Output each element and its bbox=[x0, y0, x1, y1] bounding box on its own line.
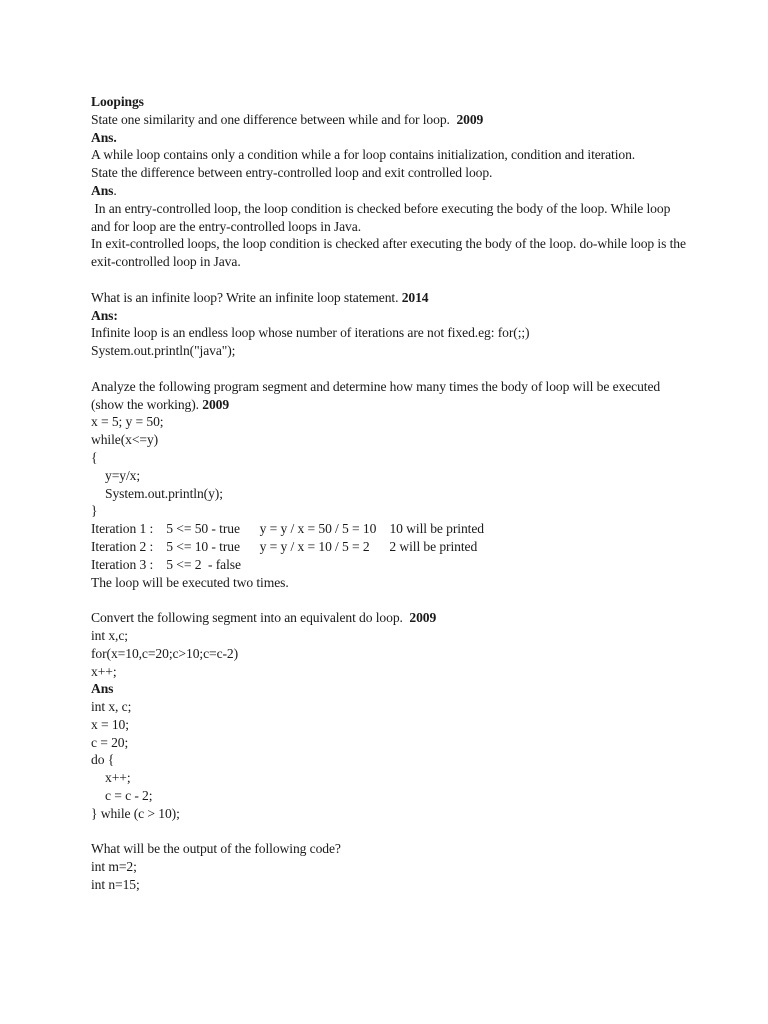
code-line: y=y/x; bbox=[105, 467, 141, 483]
code-line: System.out.println(y); bbox=[105, 485, 223, 501]
answer-code-line: int x, c; bbox=[91, 699, 132, 715]
code-line: { bbox=[91, 449, 98, 465]
question-6-text: What will be the output of the following code? bbox=[91, 841, 341, 857]
section-heading: Loopings bbox=[91, 94, 144, 109]
question-3-text: What is an infinite loop? Write an infinite loop statement. bbox=[91, 289, 402, 305]
code-line: int n=15; bbox=[91, 877, 140, 893]
spacer bbox=[91, 591, 691, 609]
question-4-text: Analyze the following program segment and determine how many times the body of loop will be executed (show the working). bbox=[91, 378, 664, 412]
iteration-line: Iteration 1 : 5 <= 50 - true y = y / x = 50 / 5 = 10 10 will be printed bbox=[91, 521, 484, 537]
question-4 bbox=[91, 378, 691, 414]
iteration-line: Iteration 3 : 5 <= 2 - false bbox=[91, 556, 241, 572]
answer-5-label: Ans bbox=[91, 681, 114, 697]
question-4-year: 2009 bbox=[202, 396, 230, 412]
answer-1-label: Ans. bbox=[91, 129, 117, 145]
spacer bbox=[91, 360, 691, 378]
answer-code-line: x++; bbox=[105, 770, 131, 786]
code-line: } bbox=[91, 503, 98, 519]
question-1-year: 2009 bbox=[456, 111, 484, 127]
code-line: int m=2; bbox=[91, 859, 137, 875]
answer-2-label-dot: . bbox=[113, 182, 117, 198]
answer-3-label: Ans: bbox=[91, 307, 118, 323]
question-5-year: 2009 bbox=[409, 610, 437, 626]
spacer bbox=[91, 271, 691, 289]
code-line: while(x<=y) bbox=[91, 432, 159, 448]
question-5-text: Convert the following segment into an equivalent do loop. bbox=[91, 610, 410, 626]
code-line: int x,c; bbox=[91, 627, 128, 643]
answer-2-label: Ans bbox=[91, 182, 114, 198]
answer-code-line: c = c - 2; bbox=[105, 788, 153, 804]
question-5 bbox=[91, 609, 691, 627]
answer-2-text-2: In exit-controlled loops, the loop condition is checked after executing the body of the loop. do-while loop is the exit-controlled loop in Java. bbox=[91, 236, 690, 270]
answer-code-line: c = 20; bbox=[91, 734, 129, 750]
question-2-text: State the difference between entry-controlled loop and exit controlled loop. bbox=[91, 165, 493, 181]
answer-1-text: A while loop contains only a condition while a for loop contains initialization, condition and iteration. bbox=[91, 147, 636, 163]
answer-code-line: x = 10; bbox=[91, 716, 129, 732]
answer-2-text-1: In an entry-controlled loop, the loop condition is checked before executing the body of the loop. While loop and for loop are the entry-controlled loops in Java. bbox=[91, 200, 674, 234]
code-line: x = 5; y = 50; bbox=[91, 414, 164, 430]
answer-3-text-2: System.out.println("java"); bbox=[91, 343, 236, 359]
question-3 bbox=[91, 289, 691, 307]
question-1-text: State one similarity and one difference between while and for loop. bbox=[91, 111, 457, 127]
answer-3-text-1: Infinite loop is an endless loop whose number of iterations are not fixed.eg: for(;;) bbox=[91, 325, 530, 341]
question-3-year: 2014 bbox=[401, 289, 429, 305]
document-body bbox=[91, 93, 691, 894]
spacer bbox=[91, 823, 691, 841]
answer-code-line: } while (c > 10); bbox=[91, 805, 180, 821]
iteration-line: Iteration 2 : 5 <= 10 - true y = y / x = 10 / 5 = 2 2 will be printed bbox=[91, 538, 478, 554]
conclusion-text: The loop will be executed two times. bbox=[91, 574, 289, 590]
code-line: x++; bbox=[91, 663, 117, 679]
question-1 bbox=[91, 111, 691, 129]
answer-code-line: do { bbox=[91, 752, 115, 768]
answer-2-label-line bbox=[91, 182, 691, 200]
code-line: for(x=10,c=20;c>10;c=c-2) bbox=[91, 645, 239, 661]
